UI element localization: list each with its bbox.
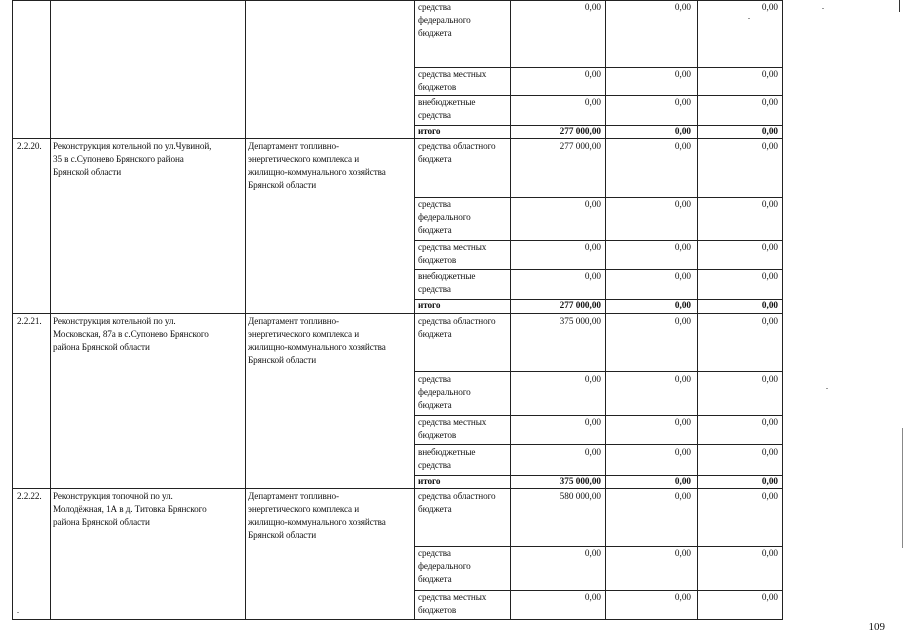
amount-cell: 0,00 xyxy=(674,199,691,209)
source-cell: средства областного бюджета xyxy=(418,316,496,339)
entry-line-2-2-21 xyxy=(12,313,783,314)
col-line-1 xyxy=(50,0,51,620)
amount-cell: 0,00 xyxy=(674,271,691,281)
amount-cell: 0,00 xyxy=(761,69,778,79)
amount-cell: 0,00 xyxy=(761,271,778,281)
source-cell: средства федерального бюджета xyxy=(418,2,471,38)
amount-cell: 0,00 xyxy=(761,141,778,151)
row-line xyxy=(414,444,783,445)
amount-cell: 0,00 xyxy=(584,2,601,12)
amount-cell: 0,00 xyxy=(761,491,778,501)
entry-line-2-2-20 xyxy=(12,138,783,139)
total-amount: 375 000,00 xyxy=(559,476,601,486)
total-label: итого xyxy=(418,300,441,310)
row-line xyxy=(414,371,783,372)
entry-department: Департамент топливно- энергетического комплекса и жилищно-коммунального хозяйства Брянской области xyxy=(248,491,386,540)
source-cell: средства федерального бюджета xyxy=(418,374,471,410)
source-cell: средства областного бюджета xyxy=(418,491,496,514)
amount-cell: 0,00 xyxy=(584,242,601,252)
amount-cell: 0,00 xyxy=(674,374,691,384)
entry-name: Реконструкция котельной по ул. Московская, 87а в с.Супонево Брянского района Брянской области xyxy=(53,316,209,352)
entry-department: Департамент топливно- энергетического комплекса и жилищно-коммунального хозяйства Брянской области xyxy=(248,316,386,365)
total-amount: 0,00 xyxy=(674,300,691,310)
amount-cell: 0,00 xyxy=(584,69,601,79)
amount-cell: 0,00 xyxy=(674,447,691,457)
scan-edge-mark xyxy=(902,428,903,548)
amount-cell: 0,00 xyxy=(761,374,778,384)
total-amount: 277 000,00 xyxy=(559,300,601,310)
source-cell: средства местных бюджетов xyxy=(418,592,487,615)
col-line-3 xyxy=(414,0,415,620)
source-cell: средства местных бюджетов xyxy=(418,242,487,265)
amount-cell: 0,00 xyxy=(674,69,691,79)
amount-cell: 0,00 xyxy=(674,592,691,602)
source-cell: внебюджетные средства xyxy=(418,97,476,120)
amount-cell: 0,00 xyxy=(761,97,778,107)
amount-cell: 580 000,00 xyxy=(559,491,601,501)
amount-cell: 0,00 xyxy=(761,316,778,326)
total-amount: 0,00 xyxy=(761,126,778,136)
source-cell: внебюджетные средства xyxy=(418,447,476,470)
scan-speck xyxy=(826,388,828,389)
amount-cell: 0,00 xyxy=(584,417,601,427)
amount-cell: 0,00 xyxy=(761,417,778,427)
total-amount: 277 000,00 xyxy=(559,126,601,136)
scan-edge-mark xyxy=(899,0,900,12)
entry-number: 2.2.21. xyxy=(17,316,42,326)
row-line-bottom xyxy=(12,619,783,620)
amount-cell: 0,00 xyxy=(584,271,601,281)
amount-cell: 0,00 xyxy=(761,2,778,12)
amount-cell: 0,00 xyxy=(584,97,601,107)
total-amount: 0,00 xyxy=(674,126,691,136)
source-cell: средства федерального бюджета xyxy=(418,548,471,584)
page-number: 109 xyxy=(868,621,885,633)
scan-speck xyxy=(822,8,824,9)
amount-cell: 0,00 xyxy=(674,316,691,326)
entry-name: Реконструкция котельной по ул.Чувиной, 35 в с.Супонево Брянского района Брянской области xyxy=(53,141,212,177)
amount-cell: 0,00 xyxy=(761,548,778,558)
source-cell: средства областного бюджета xyxy=(418,141,496,164)
entry-number: 2.2.20. xyxy=(17,141,42,151)
total-label: итого xyxy=(418,126,441,136)
amount-cell: 0,00 xyxy=(584,447,601,457)
scan-speck xyxy=(748,18,750,19)
entry-name: Реконструкция топочной по ул. Молодёжная, 1А в д. Титовка Брянского района Брянской области xyxy=(53,491,207,527)
amount-cell: 0,00 xyxy=(761,242,778,252)
amount-cell: 0,00 xyxy=(584,374,601,384)
source-cell: средства местных бюджетов xyxy=(418,417,487,440)
entry-line-2-2-22 xyxy=(12,488,783,489)
amount-cell: 0,00 xyxy=(674,2,691,12)
amount-cell: 0,00 xyxy=(761,199,778,209)
amount-cell: 0,00 xyxy=(674,97,691,107)
source-cell: средства федерального бюджета xyxy=(418,199,471,235)
amount-cell: 0,00 xyxy=(761,592,778,602)
col-line-2 xyxy=(245,0,246,620)
amount-cell: 0,00 xyxy=(674,548,691,558)
amount-cell: 277 000,00 xyxy=(559,141,601,151)
scan-speck xyxy=(17,612,19,613)
total-amount: 0,00 xyxy=(674,476,691,486)
total-label: итого xyxy=(418,476,441,486)
amount-cell: 0,00 xyxy=(584,548,601,558)
amount-cell: 0,00 xyxy=(761,447,778,457)
col-line-left xyxy=(12,0,13,620)
amount-cell: 375 000,00 xyxy=(559,316,601,326)
source-cell: средства местных бюджетов xyxy=(418,69,487,92)
amount-cell: 0,00 xyxy=(674,491,691,501)
amount-cell: 0,00 xyxy=(674,242,691,252)
amount-cell: 0,00 xyxy=(674,417,691,427)
source-cell: внебюджетные средства xyxy=(418,271,476,294)
total-amount: 0,00 xyxy=(761,300,778,310)
total-amount: 0,00 xyxy=(761,476,778,486)
amount-cell: 0,00 xyxy=(674,141,691,151)
entry-department: Департамент топливно- энергетического комплекса и жилищно-коммунального хозяйства Брянской области xyxy=(248,141,386,190)
col-line-7 xyxy=(782,0,783,620)
entry-number: 2.2.22. xyxy=(17,491,42,501)
amount-cell: 0,00 xyxy=(584,592,601,602)
amount-cell: 0,00 xyxy=(584,199,601,209)
